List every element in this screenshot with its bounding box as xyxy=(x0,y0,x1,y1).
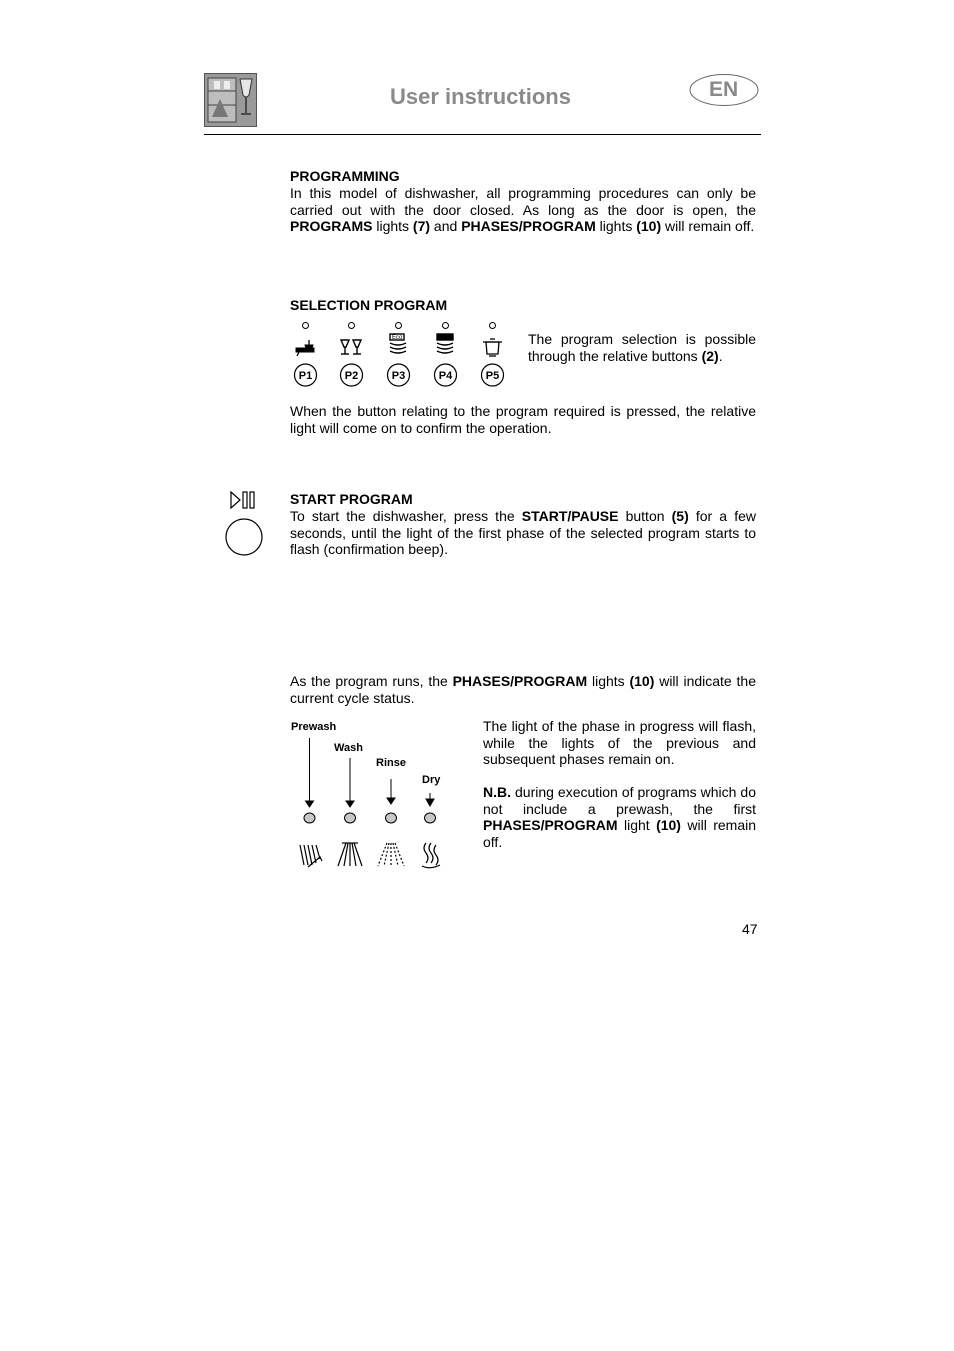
page-number: 47 xyxy=(742,921,758,937)
phase-label-prewash: Prewash xyxy=(291,721,337,733)
program-light-2 xyxy=(349,323,355,329)
phases-paragraph xyxy=(290,673,756,706)
program-light-4 xyxy=(443,323,449,329)
text-run: lights xyxy=(595,218,637,235)
note-paragraph xyxy=(483,784,756,850)
start-pause-button[interactable] xyxy=(226,519,262,555)
play-pause-icon xyxy=(231,492,254,508)
text-run: To start the dishwasher, press the xyxy=(290,508,522,524)
selection-side-text xyxy=(528,331,756,364)
language-badge xyxy=(689,73,759,107)
ref-number: (10) xyxy=(636,218,662,235)
text-run: The program selection is possible through the relative buttons xyxy=(528,331,756,364)
start-heading: START PROGRAM xyxy=(290,491,413,507)
ref-number: (2) xyxy=(701,347,719,364)
text-run: lights xyxy=(587,673,630,689)
program-selector-diagram xyxy=(286,318,511,390)
rinse-light xyxy=(386,813,397,823)
pot-icon xyxy=(483,339,502,356)
text-run: In this model of dishwasher, all programming procedures can only be carried out with the door closed. As long as the door is open, the xyxy=(290,185,756,218)
program-button-label: P5 xyxy=(485,370,500,382)
program-button-label: P4 xyxy=(438,370,453,382)
selection-heading: SELECTION PROGRAM xyxy=(290,297,448,313)
phase-label-rinse: Rinse xyxy=(376,757,406,769)
phase-lights-diagram xyxy=(290,735,450,871)
programs-term: PROGRAMS xyxy=(290,218,373,235)
program-button-label: P1 xyxy=(298,370,313,382)
text-run: . xyxy=(718,347,723,364)
text-run: lights xyxy=(372,218,413,235)
start-paragraph xyxy=(290,508,756,558)
programming-heading: PROGRAMMING xyxy=(290,168,400,184)
page-title: User instructions xyxy=(390,84,571,109)
text-run: will remain off. xyxy=(661,218,755,235)
dry-steam-icon xyxy=(422,843,440,868)
temperature-plates-icon xyxy=(437,334,453,353)
glasses-icon xyxy=(341,340,361,354)
programming-paragraph xyxy=(290,185,756,235)
text-run: button xyxy=(618,508,672,524)
text-run: As the program runs, the xyxy=(290,673,453,689)
ref-number: (7) xyxy=(412,218,431,235)
start-pause-term: START/PAUSE xyxy=(521,508,619,524)
phases-term: PHASES/PROGRAM xyxy=(483,817,618,834)
text-run: during execution of programs which do not include a prewash, the first xyxy=(483,784,756,817)
text-run: will indicate the current cycle status. xyxy=(290,673,756,706)
phase-label-wash: Wash xyxy=(334,742,363,754)
phases-term: PHASES/PROGRAM xyxy=(461,218,596,235)
ref-number: (5) xyxy=(671,508,689,524)
phase-arrows xyxy=(306,738,435,807)
phase-explanation: The light of the phase in progress will flash, while the lights of the previous and subsequent phases remain on. xyxy=(483,718,756,768)
note-label: N.B. xyxy=(483,784,511,800)
prewash-light xyxy=(304,813,315,823)
program-light-5 xyxy=(490,323,496,329)
program-light-3 xyxy=(396,323,402,329)
text-run: and xyxy=(430,218,462,235)
prewash-spray-icon xyxy=(300,845,322,867)
start-pause-button-diagram xyxy=(224,489,264,559)
language-code: EN xyxy=(709,78,739,101)
program-button-label: P2 xyxy=(344,370,359,382)
ref-number: (10) xyxy=(629,673,655,689)
dishwasher-logo-icon xyxy=(204,73,257,127)
selection-paragraph: When the button relating to the program required is pressed, the relative light will come on to confirm the operation. xyxy=(290,403,756,436)
header-divider xyxy=(204,134,761,135)
ref-number: (10) xyxy=(656,817,681,834)
phase-label-dry: Dry xyxy=(422,774,441,786)
wash-light xyxy=(345,813,356,823)
text-run: light xyxy=(617,817,657,834)
rinse-spray-icon xyxy=(378,843,404,866)
pot-pan-icon xyxy=(296,340,314,356)
phases-term: PHASES/PROGRAM xyxy=(452,673,588,689)
svg-text:Eco: Eco xyxy=(392,335,403,341)
wash-spray-icon xyxy=(338,843,362,866)
dry-light xyxy=(425,813,436,823)
text-run: for a few seconds, until the light of the first phase of the selected program starts to flash (confirmation beep). xyxy=(290,508,756,558)
eco-plates-icon xyxy=(390,334,406,353)
program-button-label: P3 xyxy=(391,370,406,382)
program-light-1 xyxy=(303,323,309,329)
text-run: will remain off. xyxy=(483,817,756,850)
